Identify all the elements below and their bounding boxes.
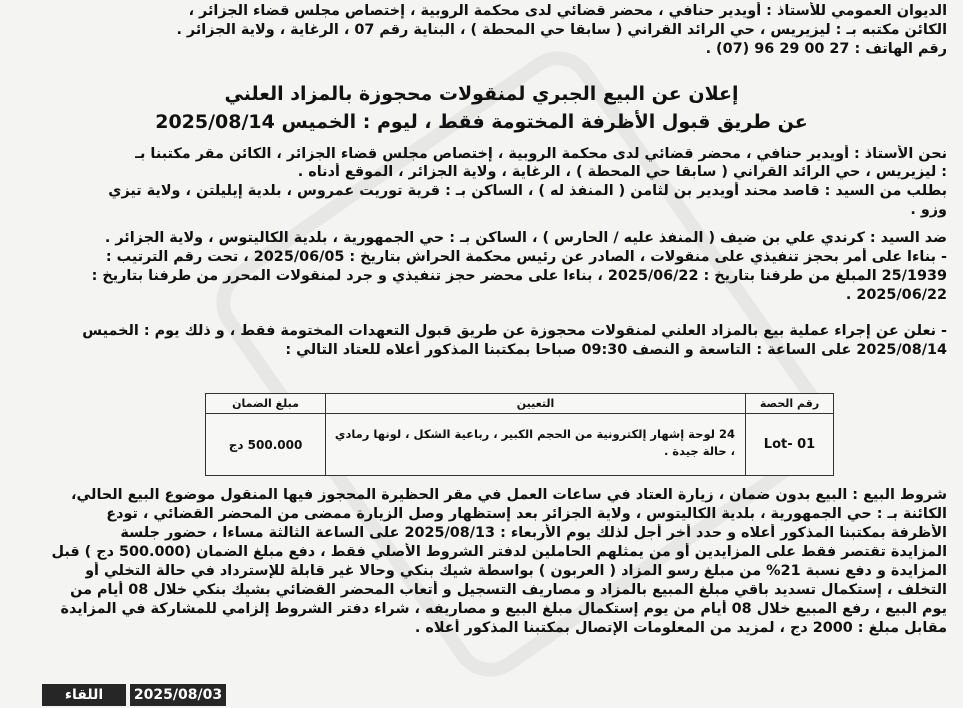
conditions-line-2: الكائنة بـ : حي الجمهورية ، بلدية الكاليتوس ، ولاية الجزائر بعد إستظهار وصل الزيارة ممضى من المحضر القضائي ، تودع (106, 506, 947, 522)
body-line-4: وزو . (910, 202, 947, 218)
body-line-10: 2025/08/14 على الساعة : التاسعة و النصف 09:30 صباحا بمكتبنا المذكور أعلاه للعتاد التالي : (285, 342, 947, 358)
header-line-2: الكائن مكتبه بـ : ليزيريس ، حي الرائد القراني ( سابقا حي المحطة ) ، البناية رقم 07 ، الرغاية ، ولاية الجزائر . (176, 22, 947, 38)
conditions-line-4: المزايدة تقتصر فقط على المزايدين أو من يمثلهم الحاملين لدفتر الشروط الأصلي فقط ، دفع مبلغ الضمان (500.000 دج ) قبل (51, 544, 947, 560)
guarantee-cell: 500.000 دج (228, 437, 303, 452)
guarantee-header: مبلغ الضمان (206, 394, 325, 414)
lot-number-cell: Lot- 01 (745, 414, 833, 475)
notice-title: إعلان عن البيع الجبري لمنقولات محجوزة بالمزاد العلني (224, 83, 739, 105)
conditions-line-8: مقابل مبلغ : 2000 دج ، لمزيد من المعلومات الإتصال بمكتبنا المذكور أعلاه . (414, 620, 947, 636)
lot-number-header: رقم الحصة (745, 394, 833, 414)
conditions-line-6: التخلف ، إستكمال تسديد باقي مبلغ المبيع بالمزاد و مصاريف التسجيل و أتعاب المحضر القضائي بشيك بنكي خلال 08 أيام من (70, 582, 947, 598)
body-line-2: : ليزيريس ، حي الرائد القراني ( سابقا حي المحطة ) ، الرغاية ، ولاية الجزائر ، الموقع أدناه . (297, 164, 947, 180)
body-line-8: 2025/06/22 . (845, 287, 947, 303)
body-line-3: بطلب من السيد : قاصد محند أويدير بن لثامن ( المنفذ له ) ، الساكن بـ : قرية توريت عمروس ، بلدية إيليلتن ، ولاية تيزي (108, 183, 947, 199)
designation-cell: 24 لوحة إشهار إلكترونية من الحجم الكبير ، رباعية الشكل ، لونها رمادي ، حالة جيدة . (325, 414, 745, 475)
publication-date-badge: 2025/08/03 (130, 684, 226, 706)
conditions-line-1: شروط البيع : البيع بدون ضمان ، زيارة العتاد في ساعات العمل في مقر الحظيرة المحجوز فيها المنقول موضوع البيع الحالي، (71, 487, 947, 503)
body-line-6: - بناءا على أمر بحجز تنفيذي على منقولات ، الصادر عن رئيس محكمة الحراش بتاريخ : 2025/06/05 ، تحت رقم الترتيب : (105, 249, 947, 265)
conditions-line-5: المزايدة و دفع نسبة 21% من مبلغ رسو المزاد ( العربون ) بواسطة شيك بنكي وحالا غير قابلة للإسترداد في حالة التخلي أو (85, 563, 947, 579)
conditions-line-3: الأظرفة بمكتبنا المذكور أعلاه و حدد أخر أجل لذلك يوم الأربعاء : 2025/08/13 على الساعة الثالثة مساءا ، حضور جلسة (120, 525, 947, 541)
designation-header: التعيين (325, 394, 745, 414)
header-line-3: رقم الهاتف : 27 00 29 96 (07) . (705, 41, 947, 57)
header-line-1: الديوان العمومي للأستاذ : أويدير حنافي ، محضر قضائي لدى محكمة الروبية ، إختصاص مجلس قضاء الجزائر ، (188, 3, 947, 19)
newspaper-name-badge: اللقاء (42, 684, 126, 706)
body-line-9: - نعلن عن إجراء عملية بيع بالمزاد العلني لمنقولات محجوزة عن طريق قبول التعهدات المختومة فقط ، و ذلك يوم : الخميس (82, 323, 947, 339)
lots-table (205, 393, 834, 476)
body-line-7: 25/1939 المبلغ من طرفنا بتاريخ : 2025/06/22 ، بناءا على محضر حجز تنفيذي و جرد لمنقولات المحرر من طرفنا بتاريخ : (91, 268, 947, 284)
body-line-1: نحن الأستاذ : أويدير حنافي ، محضر قضائي لدى محكمة الروبية ، إختصاص مجلس قضاء الجزائر ، الكائن مقر مكتبنا بـ (135, 146, 947, 162)
notice-subtitle: عن طريق قبول الأظرفة المختومة فقط ، ليوم : الخميس 2025/08/14 (155, 111, 808, 133)
body-line-5: ضد السيد : كرندي علي بن ضيف ( المنفذ عليه / الحارس ) ، الساكن بـ : حي الجمهورية ، بلدية الكاليتوس ، ولاية الجزائر . (104, 230, 947, 246)
conditions-line-7: يوم البيع ، رفع المبيع خلال 08 أيام من يوم إستكمال مبلغ البيع و مصاريفه ، شراء دفتر الشروط إلزامي للمشاركة في المزايدة (60, 601, 947, 617)
